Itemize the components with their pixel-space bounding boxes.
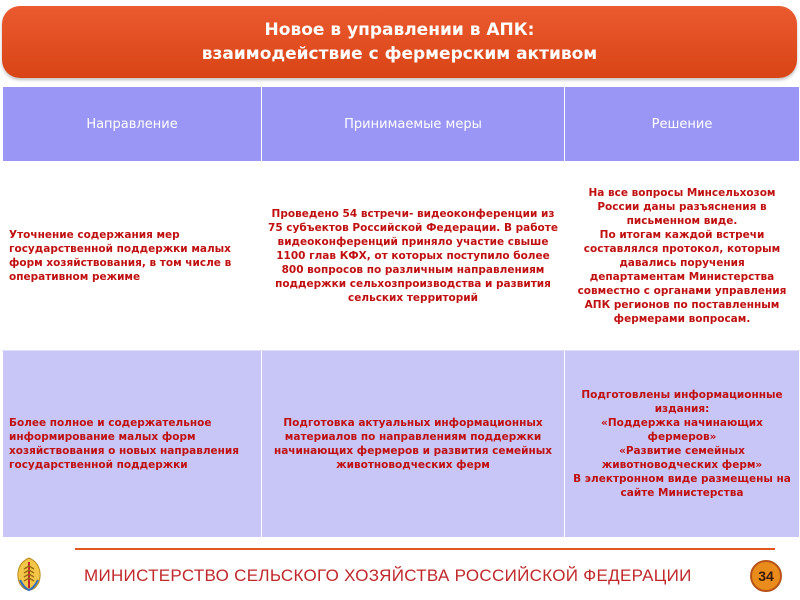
table-header-row [3,87,800,162]
row1-decision-para-1: На все вопросы Минсельхозом России даны разъяснения в письменном виде. [588,187,776,227]
row1-decision [565,162,800,351]
measures-table [2,86,800,538]
row1-decision-para-2: По итогам каждой встречи составлялся протокол, которым давались поручения департаментам Министерства совместно с органами управления АПК регионов по поставленным фермерами вопросам. [577,229,787,325]
ministry-name: МИНИСТЕРСТВО СЕЛЬСКОГО ХОЗЯЙСТВА РОССИЙСКОЙ ФЕДЕРАЦИИ [84,566,692,585]
row1-direction: Уточнение содержания мер государственной поддержки малых форм хозяйствования, в том числе в оперативном режиме [3,162,262,351]
header-decision: Решение [565,87,800,162]
page-number-badge: 34 [750,560,782,592]
row2-measures: Подготовка актуальных информационных материалов по направлениям поддержки начинающих фермеров и развития семейных животноводческих ферм [262,351,565,538]
row2-decision-para-4: В электронном виде размещены на сайте Министерства [573,473,791,499]
slide-title-line-2: взаимодействие с фермерским активом [201,44,598,64]
slide-title-line-1: Новое в управлении в АПК: [264,20,535,40]
slide-title-banner [2,6,797,78]
wheat-emblem-icon [14,556,44,592]
header-direction: Направление [3,87,262,162]
footer-divider [75,548,775,550]
row2-decision [565,351,800,538]
header-measures: Принимаемые меры [262,87,565,162]
table-row [3,162,800,351]
row1-measures: Проведено 54 встречи- видеоконференции из 75 субъектов Российской Федерации. В работе видеоконференций приняло участие свыше 1100 глав КФХ, от которых поступило более 800 вопросов по различным направлениям поддержки сельхозпроизводства и развития сельских территорий [262,162,565,351]
row2-decision-para-1: Подготовлены информационные издания: [581,389,783,415]
row2-decision-para-2: «Поддержка начинающих фермеров» [601,417,763,443]
row2-decision-para-3: «Развитие семейных животноводческих ферм» [601,445,763,471]
row2-direction: Более полное и содержательное информирование малых форм хозяйствования о новых направления государственной поддержки [3,351,262,538]
table-row [3,351,800,538]
